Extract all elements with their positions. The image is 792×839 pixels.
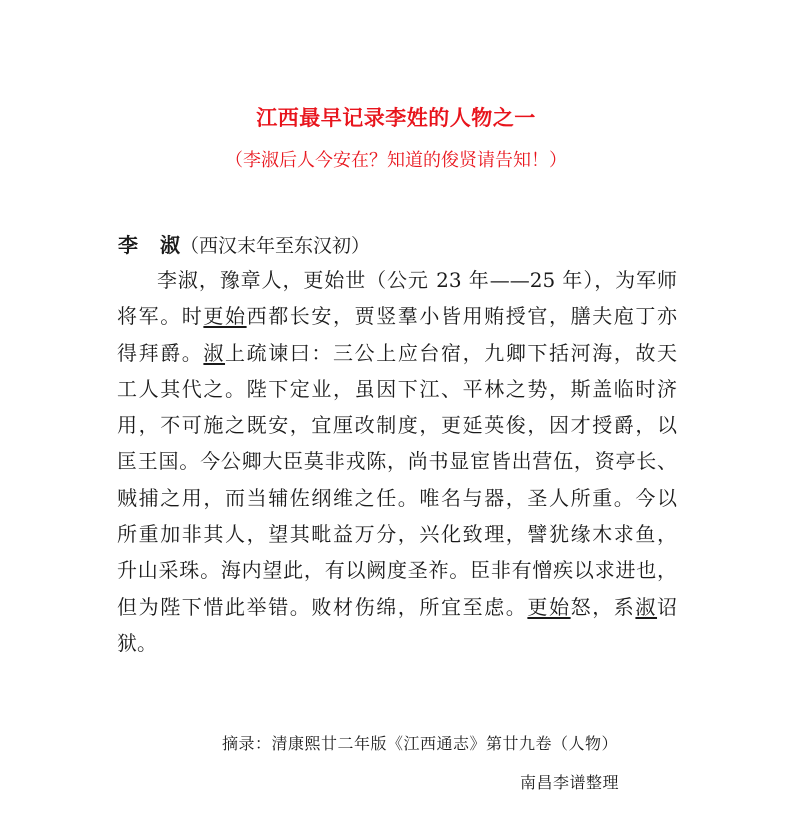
person-name xyxy=(118,233,180,257)
underlined-term: 淑 xyxy=(635,594,658,619)
body-line xyxy=(117,480,677,516)
line-text: 将军。时 xyxy=(117,304,204,329)
body-line xyxy=(117,371,677,407)
underlined-term: 淑 xyxy=(203,340,226,365)
person-given-name: 淑 xyxy=(160,233,180,257)
body-line xyxy=(117,443,677,479)
body-line xyxy=(117,625,677,661)
source-citation: 摘录：清康熙廿二年版《江西通志》第廿九卷（人物） xyxy=(222,734,619,753)
body-line xyxy=(117,516,677,552)
body-line xyxy=(117,298,677,334)
line-text: 得拜爵。 xyxy=(117,340,204,365)
biography-text xyxy=(117,262,677,661)
line-text: 匡王国。今公卿大臣莫非戎陈，尚书显宦皆出营伍，资亭长、 xyxy=(117,449,677,474)
document-title: 江西最早记录李姓的人物之一 xyxy=(256,106,536,130)
line-text: 西都长安，贾竖羣小皆用贿授官，膳夫庖丁亦 xyxy=(246,304,678,329)
body-line xyxy=(117,552,677,588)
body-line xyxy=(117,589,677,625)
line-text: 用，不可施之既安，宜厘改制度，更延英俊，因才授爵，以 xyxy=(117,413,677,438)
body-line xyxy=(117,407,677,443)
body-line xyxy=(117,335,677,371)
body-line xyxy=(117,262,677,298)
underlined-term: 更始 xyxy=(527,594,571,619)
line-text: 所重加非其人，望其毗益万分，兴化致理，譬犹缘木求鱼， xyxy=(117,522,677,547)
line-text: 工人其代之。陛下定业，虽因下江、平林之势，斯盖临时济 xyxy=(117,376,677,401)
underlined-term: 更始 xyxy=(203,304,247,329)
document-subtitle: （李淑后人今安在？知道的俊贤请告知！） xyxy=(225,150,567,171)
line-text: 李淑，豫章人，更始世（公元 23 年——25 年），为军师 xyxy=(157,268,677,292)
line-text: 升山采珠。海内望此，有以阙度圣祚。臣非有憎疾以求进也， xyxy=(117,558,677,583)
person-surname: 李 xyxy=(118,233,138,257)
line-text: 上疏谏曰：三公上应台宿，九卿下括河海，故天 xyxy=(225,340,678,365)
line-text: 贼捕之用，而当辅佐纲维之任。唯名与器，圣人所重。今以 xyxy=(117,485,677,510)
person-heading xyxy=(118,229,370,258)
line-text: 但为陛下惜此举错。败材伤绵，所宜至虑。 xyxy=(117,594,528,619)
line-text: 怒，系 xyxy=(570,594,636,619)
line-text: 狱。 xyxy=(117,630,157,655)
line-text: 诏 xyxy=(657,594,678,619)
compiler-credit: 南昌李谱整理 xyxy=(520,773,620,792)
person-period: （西汉末年至东汉初） xyxy=(180,235,371,257)
